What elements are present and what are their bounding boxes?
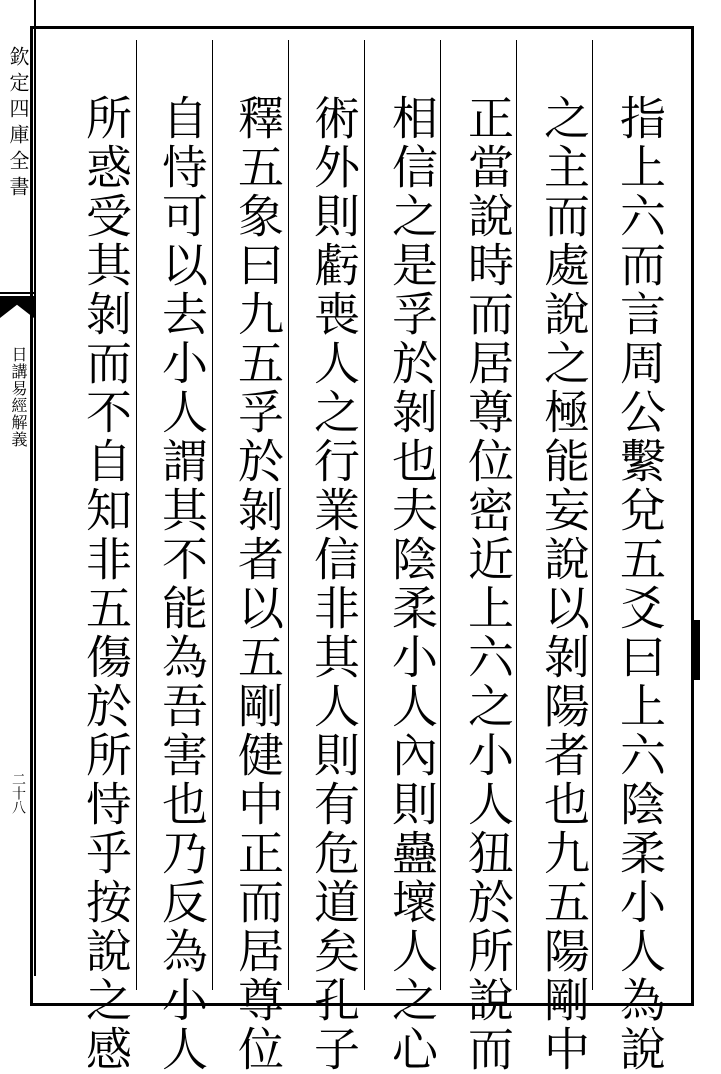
column-rule: [136, 40, 137, 990]
page-margin-strip: [0, 0, 36, 976]
book-title: 日講易經解義: [9, 346, 28, 448]
column-rule: [364, 40, 365, 990]
page-number: 二十八: [10, 772, 26, 814]
text-column: 正當說時而居尊位密近上六之小人狃於所說而: [461, 94, 515, 1074]
collection-header: 欽定四庫全書: [6, 46, 30, 202]
text-column: 術外則虧喪人之行業信非其人則有危道矣孔子: [307, 94, 361, 1074]
text-column: 指上六而言周公繫兌五爻曰上六陰柔小人為說: [613, 94, 667, 1074]
text-column: 之主而處說之極能妄說以剝陽者也九五陽剛中: [537, 94, 591, 1074]
text-column: 自恃可以去小人謂其不能為吾害也乃反為小人: [155, 94, 209, 1074]
binding-edge-mark: [694, 620, 700, 680]
fishtail-ornament: [0, 292, 34, 328]
text-column: 所惑受其剝而不自知非五傷於所恃乎按說之感: [79, 94, 133, 1074]
text-column: 相信之是孚於剝也夫陰柔小人內則蠱壞人之心: [385, 94, 439, 1074]
column-rule: [212, 40, 213, 990]
column-rule: [288, 40, 289, 990]
text-column: 釋五象曰九五孚於剝者以五剛健中正而居尊位: [231, 94, 285, 1074]
